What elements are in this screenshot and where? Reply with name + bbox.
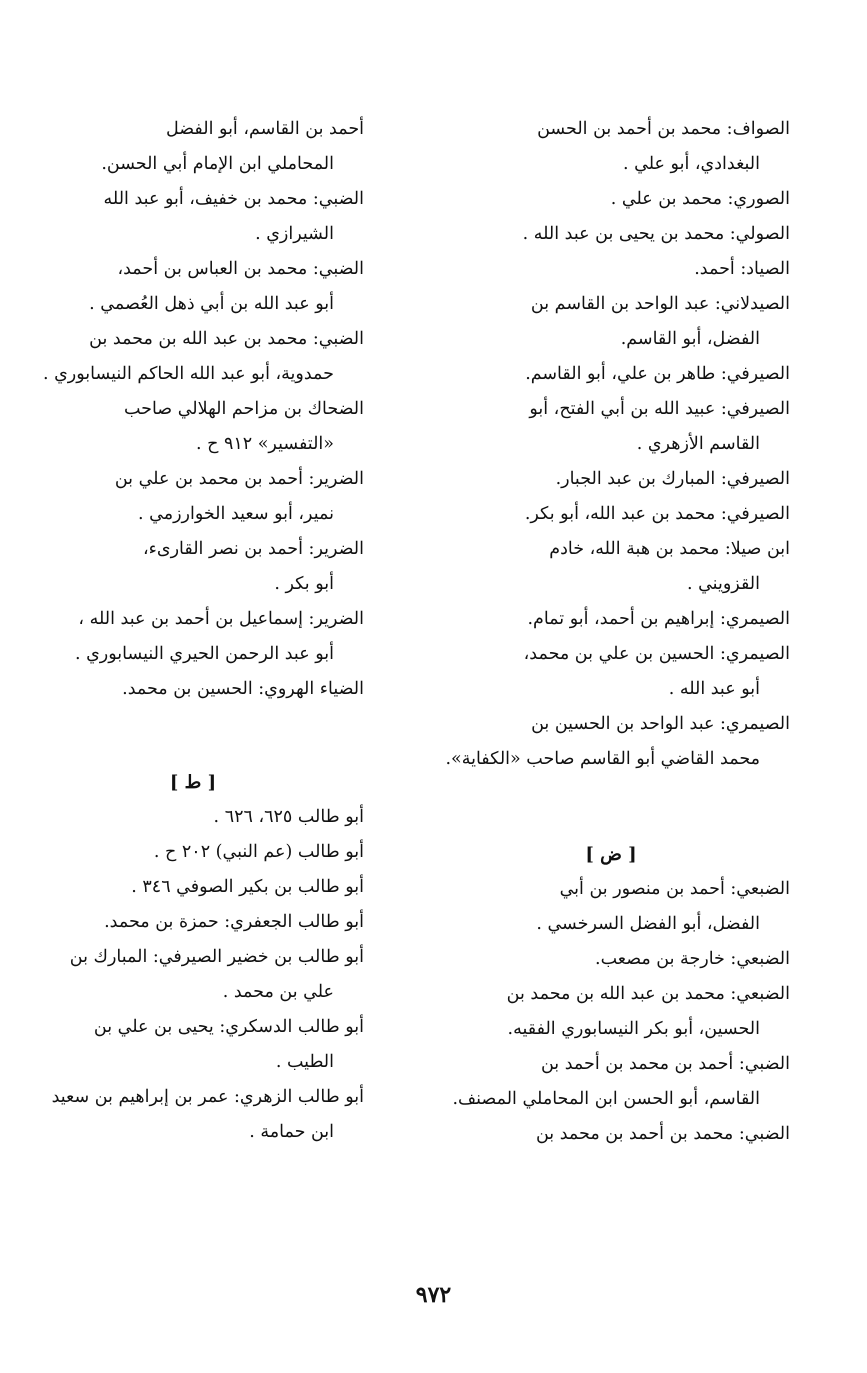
index-entry [22,532,364,602]
entry-heading: أبو طالب بن بكير الصوفي ٣٤٦ . [131,877,364,897]
index-entry [432,112,790,182]
index-entry [432,602,790,637]
entry-heading: ابن صيلا: محمد بن هبة الله، خادم [549,539,790,559]
entry-heading: الضبي: محمد بن العباس بن أحمد، [117,259,364,279]
entry-heading: الضرير: إسماعيل بن أحمد بن عبد الله ، [78,609,364,629]
entry-heading: الصيرفي: طاهر بن علي، أبو القاسم. [525,364,790,384]
entry-heading: أبو طالب الزهري: عمر بن إبراهيم بن سعيد [51,1087,364,1107]
entry-heading: الصواف: محمد بن أحمد بن الحسن [537,119,790,139]
entry-heading: أحمد بن القاسم، أبو الفضل [165,119,364,139]
index-entry [22,835,364,870]
index-entry [432,497,790,532]
index-entry [432,462,790,497]
entry-heading: أبو طالب الجعفري: حمزة بن محمد. [104,912,364,932]
entry-heading: الضبي: أحمد بن محمد بن أحمد بن [540,1054,790,1074]
index-entry [432,287,790,357]
entry-continuation: ابن حمامة . [249,1122,334,1142]
index-entry [432,357,790,392]
entry-heading: الضحاك بن مزاحم الهلالي صاحب [123,399,364,419]
entry-heading: الضبي: محمد بن خفيف، أبو عبد الله [103,189,364,209]
index-entry [432,872,790,942]
index-entry [22,602,364,672]
entry-heading: الصوري: محمد بن علي . [610,189,790,209]
index-entry [432,707,790,777]
index-entry [432,977,790,1047]
entry-heading: الضبعي: أحمد بن منصور بن أبي [559,879,790,899]
entry-continuation: أبو بكر . [274,574,334,594]
entry-heading: الصيرفي: المبارك بن عبد الجبار. [555,469,790,489]
entry-continuation: أبو عبد الله . [668,679,760,699]
index-entry [432,182,790,217]
entry-heading: الضبي: محمد بن أحمد بن محمد بن [535,1124,790,1144]
entry-continuation: «التفسير» ٩١٢ ح . [195,434,334,454]
index-entry [432,252,790,287]
index-entry [22,112,364,182]
entry-continuation: الشيرازي . [255,224,334,244]
index-entry [22,182,364,252]
entry-heading: الضبي: محمد بن عبد الله بن محمد بن [89,329,364,349]
entry-continuation: القاسم الأزهري . [636,434,760,454]
index-entry [432,637,790,707]
left-column [22,112,364,1150]
entry-heading: أبو طالب بن خضير الصيرفي: المبارك بن [69,947,364,967]
entry-continuation: محمد القاضي أبو القاسم صاحب «الكفاية». [445,749,760,769]
index-entry [22,1080,364,1150]
entry-continuation: أبو عبد الله بن أبي ذهل العُصمي . [89,294,334,314]
entry-heading: الصولي: محمد بن يحيى بن عبد الله . [522,224,790,244]
entry-heading: الضياء الهروي: الحسين بن محمد. [122,679,364,699]
index-entry [432,532,790,602]
entry-heading: الضبعي: محمد بن عبد الله بن محمد بن [506,984,790,1004]
entry-continuation: حمدوية، أبو عبد الله الحاكم النيسابوري . [42,364,334,384]
entry-continuation: أبو عبد الرحمن الحيري النيسابوري . [74,644,334,664]
entry-heading: الصيرفي: محمد بن عبد الله، أبو بكر. [524,504,790,524]
right-entries-bottom [432,872,790,1152]
entry-heading: الضرير: أحمد بن نصر القارىء، [143,539,364,559]
entry-continuation: الفضل، أبو القاسم. [620,329,760,349]
index-entry [432,217,790,252]
entry-continuation: الحسين، أبو بكر النيسابوري الفقيه. [507,1019,760,1039]
entry-heading: الصيمري: إبراهيم بن أحمد، أبو تمام. [527,609,790,629]
entry-continuation: نمير، أبو سعيد الخوارزمي . [138,504,334,524]
index-entry [432,942,790,977]
entry-continuation: الطيب . [275,1052,334,1072]
entry-continuation: القاسم، أبو الحسن ابن المحاملي المصنف. [452,1089,760,1109]
section-heading-dad: [ ض ] [585,844,637,865]
entry-continuation: علي بن محمد . [222,982,334,1002]
index-entry [22,870,364,905]
index-entry [22,905,364,940]
index-entry [22,322,364,392]
left-entries-top [22,112,364,707]
left-entries-bottom [22,800,364,1150]
index-entry [22,392,364,462]
index-entry [432,392,790,462]
entry-continuation: الفضل، أبو الفضل السرخسي . [536,914,760,934]
right-entries-top [432,112,790,777]
entry-heading: الصيمري: عبد الواحد بن الحسين بن [531,714,790,734]
page-number: ٩٧٢ [415,1282,452,1308]
entry-heading: أبو طالب (عم النبي) ٢٠٢ ح . [153,842,364,862]
right-column [432,112,790,1152]
index-entry [22,672,364,707]
index-entry [22,252,364,322]
entry-heading: الضرير: أحمد بن محمد بن علي بن [114,469,364,489]
entry-continuation: المحاملي ابن الإمام أبي الحسن. [101,154,334,174]
entry-heading: الصيدلاني: عبد الواحد بن القاسم بن [530,294,790,314]
entry-heading: الضبعي: خارجة بن مصعب. [595,949,790,969]
entry-heading: الصياد: أحمد. [694,259,790,279]
entry-heading: أبو طالب ٦٢٥، ٦٢٦ . [213,807,364,827]
index-entry [22,462,364,532]
entry-heading: الصيرفي: عبيد الله بن أبي الفتح، أبو [529,399,790,419]
section-heading-ta: [ ط ] [169,772,217,793]
index-entry [432,1047,790,1117]
index-entry [22,940,364,1010]
entry-heading: الصيمري: الحسين بن علي بن محمد، [523,644,790,664]
entry-continuation: البغدادي، أبو علي . [623,154,760,174]
index-entry [22,1010,364,1080]
entry-continuation: القزويني . [686,574,760,594]
index-entry [432,1117,790,1152]
entry-heading: أبو طالب الدسكري: يحيى بن علي بن [93,1017,364,1037]
index-entry [22,800,364,835]
